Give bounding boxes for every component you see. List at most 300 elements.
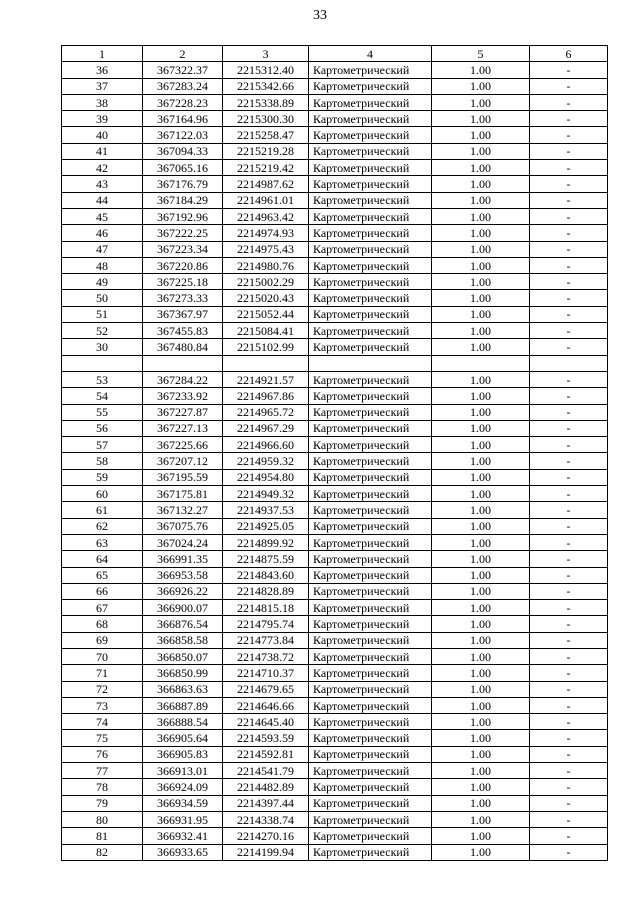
table-row [62, 828, 608, 844]
accuracy-cell: 1.00 [432, 714, 530, 730]
point-number-cell: 45 [62, 208, 143, 224]
note-cell: - [530, 746, 608, 762]
table-row [62, 583, 608, 599]
y-coordinate-cell: 2214710.37 [223, 665, 309, 681]
point-number-cell [62, 355, 143, 371]
column-header-4: 4 [309, 46, 432, 62]
table-row [62, 502, 608, 518]
x-coordinate-cell: 366858.58 [143, 632, 223, 648]
x-coordinate-cell: 367480.84 [143, 339, 223, 355]
method-cell: Картометрический [309, 111, 432, 127]
y-coordinate-cell: 2215338.89 [223, 94, 309, 110]
x-coordinate-cell: 366863.63 [143, 681, 223, 697]
method-cell: Картометрический [309, 241, 432, 257]
x-coordinate-cell: 367164.96 [143, 111, 223, 127]
accuracy-cell: 1.00 [432, 290, 530, 306]
x-coordinate-cell: 367195.59 [143, 469, 223, 485]
y-coordinate-cell: 2215258.47 [223, 127, 309, 143]
table-row [62, 208, 608, 224]
point-number-cell: 47 [62, 241, 143, 257]
method-cell: Картометрический [309, 192, 432, 208]
x-coordinate-cell [143, 355, 223, 371]
table-row [62, 62, 608, 78]
table-row [62, 779, 608, 795]
table-row [62, 844, 608, 860]
accuracy-cell: 1.00 [432, 600, 530, 616]
point-number-cell: 62 [62, 518, 143, 534]
table-row [62, 290, 608, 306]
method-cell: Картометрический [309, 779, 432, 795]
point-number-cell: 44 [62, 192, 143, 208]
table-row [62, 94, 608, 110]
x-coordinate-cell: 366887.89 [143, 697, 223, 713]
method-cell: Картометрический [309, 697, 432, 713]
x-coordinate-cell: 367223.34 [143, 241, 223, 257]
x-coordinate-cell: 367207.12 [143, 453, 223, 469]
note-cell: - [530, 241, 608, 257]
note-cell: - [530, 176, 608, 192]
note-cell: - [530, 257, 608, 273]
point-number-cell: 40 [62, 127, 143, 143]
table-row [62, 420, 608, 436]
note-cell: - [530, 828, 608, 844]
note-cell: - [530, 534, 608, 550]
accuracy-cell: 1.00 [432, 306, 530, 322]
accuracy-cell: 1.00 [432, 681, 530, 697]
method-cell: Картометрический [309, 290, 432, 306]
point-number-cell: 54 [62, 388, 143, 404]
point-number-cell: 49 [62, 274, 143, 290]
table-row [62, 551, 608, 567]
accuracy-cell: 1.00 [432, 274, 530, 290]
point-number-cell: 81 [62, 828, 143, 844]
point-number-cell: 64 [62, 551, 143, 567]
y-coordinate-cell: 2215312.40 [223, 62, 309, 78]
y-coordinate-cell: 2215342.66 [223, 78, 309, 94]
note-cell: - [530, 306, 608, 322]
y-coordinate-cell: 2215219.28 [223, 143, 309, 159]
accuracy-cell: 1.00 [432, 62, 530, 78]
method-cell: Картометрический [309, 551, 432, 567]
table-row [62, 323, 608, 339]
column-header-5: 5 [432, 46, 530, 62]
method-cell: Картометрический [309, 78, 432, 94]
table-row [62, 811, 608, 827]
table-row [62, 730, 608, 746]
y-coordinate-cell: 2214199.94 [223, 844, 309, 860]
accuracy-cell: 1.00 [432, 632, 530, 648]
note-cell: - [530, 225, 608, 241]
y-coordinate-cell: 2214815.18 [223, 600, 309, 616]
point-number-cell: 76 [62, 746, 143, 762]
y-coordinate-cell: 2214937.53 [223, 502, 309, 518]
y-coordinate-cell: 2214592.81 [223, 746, 309, 762]
coordinates-table [61, 45, 608, 861]
x-coordinate-cell: 367192.96 [143, 208, 223, 224]
y-coordinate-cell: 2214965.72 [223, 404, 309, 420]
table-row [62, 453, 608, 469]
note-cell: - [530, 502, 608, 518]
accuracy-cell: 1.00 [432, 225, 530, 241]
point-number-cell: 36 [62, 62, 143, 78]
method-cell: Картометрический [309, 323, 432, 339]
point-number-cell: 77 [62, 763, 143, 779]
method-cell: Картометрический [309, 518, 432, 534]
note-cell: - [530, 62, 608, 78]
y-coordinate-cell: 2215102.99 [223, 339, 309, 355]
x-coordinate-cell: 367455.83 [143, 323, 223, 339]
note-cell: - [530, 518, 608, 534]
point-number-cell: 70 [62, 648, 143, 664]
accuracy-cell: 1.00 [432, 697, 530, 713]
note-cell: - [530, 111, 608, 127]
table-row [62, 534, 608, 550]
accuracy-cell: 1.00 [432, 844, 530, 860]
table-row [62, 192, 608, 208]
y-coordinate-cell: 2214980.76 [223, 257, 309, 273]
point-number-cell: 75 [62, 730, 143, 746]
y-coordinate-cell: 2214966.60 [223, 437, 309, 453]
point-number-cell: 51 [62, 306, 143, 322]
accuracy-cell: 1.00 [432, 518, 530, 534]
note-cell: - [530, 567, 608, 583]
accuracy-cell: 1.00 [432, 127, 530, 143]
accuracy-cell: 1.00 [432, 551, 530, 567]
point-number-cell: 61 [62, 502, 143, 518]
note-cell: - [530, 404, 608, 420]
point-number-cell: 82 [62, 844, 143, 860]
accuracy-cell [432, 355, 530, 371]
note-cell: - [530, 420, 608, 436]
method-cell: Картометрический [309, 437, 432, 453]
y-coordinate-cell: 2214949.32 [223, 486, 309, 502]
x-coordinate-cell: 367284.22 [143, 371, 223, 387]
point-number-cell: 39 [62, 111, 143, 127]
y-coordinate-cell: 2214338.74 [223, 811, 309, 827]
table-row [62, 339, 608, 355]
table-row [62, 469, 608, 485]
table-row [62, 160, 608, 176]
y-coordinate-cell: 2214875.59 [223, 551, 309, 567]
y-coordinate-cell: 2214921.57 [223, 371, 309, 387]
table-row [62, 241, 608, 257]
note-cell: - [530, 290, 608, 306]
table-row [62, 714, 608, 730]
method-cell: Картометрический [309, 795, 432, 811]
method-cell: Картометрический [309, 616, 432, 632]
note-cell: - [530, 795, 608, 811]
note-cell: - [530, 616, 608, 632]
accuracy-cell: 1.00 [432, 404, 530, 420]
table-row [62, 437, 608, 453]
y-coordinate-cell: 2214270.16 [223, 828, 309, 844]
x-coordinate-cell: 366931.95 [143, 811, 223, 827]
method-cell [309, 355, 432, 371]
x-coordinate-cell: 367184.29 [143, 192, 223, 208]
y-coordinate-cell: 2214541.79 [223, 763, 309, 779]
accuracy-cell: 1.00 [432, 665, 530, 681]
x-coordinate-cell: 366933.65 [143, 844, 223, 860]
table-row [62, 111, 608, 127]
note-cell: - [530, 127, 608, 143]
table-row [62, 486, 608, 502]
y-coordinate-cell: 2214795.74 [223, 616, 309, 632]
point-number-cell: 80 [62, 811, 143, 827]
y-coordinate-cell: 2214899.92 [223, 534, 309, 550]
method-cell: Картометрический [309, 502, 432, 518]
x-coordinate-cell: 367228.23 [143, 94, 223, 110]
table-row [62, 225, 608, 241]
point-number-cell: 52 [62, 323, 143, 339]
note-cell: - [530, 600, 608, 616]
note-cell: - [530, 697, 608, 713]
x-coordinate-cell: 367225.18 [143, 274, 223, 290]
y-coordinate-cell: 2214593.59 [223, 730, 309, 746]
table-row [62, 795, 608, 811]
y-coordinate-cell: 2215219.42 [223, 160, 309, 176]
y-coordinate-cell: 2214397.44 [223, 795, 309, 811]
y-coordinate-cell: 2214843.60 [223, 567, 309, 583]
x-coordinate-cell: 366932.41 [143, 828, 223, 844]
note-cell: - [530, 763, 608, 779]
y-coordinate-cell: 2214987.62 [223, 176, 309, 192]
point-number-cell: 69 [62, 632, 143, 648]
x-coordinate-cell: 366913.01 [143, 763, 223, 779]
x-coordinate-cell: 366850.99 [143, 665, 223, 681]
accuracy-cell: 1.00 [432, 111, 530, 127]
x-coordinate-cell: 367176.79 [143, 176, 223, 192]
point-number-cell: 66 [62, 583, 143, 599]
accuracy-cell: 1.00 [432, 502, 530, 518]
method-cell: Картометрический [309, 828, 432, 844]
x-coordinate-cell: 366888.54 [143, 714, 223, 730]
table-row [62, 274, 608, 290]
accuracy-cell: 1.00 [432, 811, 530, 827]
x-coordinate-cell: 367273.33 [143, 290, 223, 306]
x-coordinate-cell: 366953.58 [143, 567, 223, 583]
point-number-cell: 53 [62, 371, 143, 387]
y-coordinate-cell: 2214967.86 [223, 388, 309, 404]
accuracy-cell: 1.00 [432, 648, 530, 664]
table-row [62, 306, 608, 322]
point-number-cell: 55 [62, 404, 143, 420]
x-coordinate-cell: 367227.13 [143, 420, 223, 436]
method-cell: Картометрический [309, 600, 432, 616]
note-cell: - [530, 371, 608, 387]
note-cell: - [530, 551, 608, 567]
method-cell: Картометрический [309, 486, 432, 502]
y-coordinate-cell: 2214967.29 [223, 420, 309, 436]
point-number-cell: 71 [62, 665, 143, 681]
method-cell: Картометрический [309, 730, 432, 746]
accuracy-cell: 1.00 [432, 469, 530, 485]
accuracy-cell: 1.00 [432, 257, 530, 273]
column-header-3: 3 [223, 46, 309, 62]
y-coordinate-cell: 2214773.84 [223, 632, 309, 648]
y-coordinate-cell: 2214959.32 [223, 453, 309, 469]
method-cell: Картометрический [309, 388, 432, 404]
accuracy-cell: 1.00 [432, 143, 530, 159]
column-header-6: 6 [530, 46, 608, 62]
point-number-cell: 57 [62, 437, 143, 453]
accuracy-cell: 1.00 [432, 486, 530, 502]
point-number-cell: 68 [62, 616, 143, 632]
table-row [62, 257, 608, 273]
method-cell: Картометрический [309, 567, 432, 583]
y-coordinate-cell: 2214828.89 [223, 583, 309, 599]
table-row [62, 518, 608, 534]
x-coordinate-cell: 367075.76 [143, 518, 223, 534]
accuracy-cell: 1.00 [432, 388, 530, 404]
accuracy-cell: 1.00 [432, 160, 530, 176]
note-cell: - [530, 486, 608, 502]
method-cell: Картометрический [309, 225, 432, 241]
x-coordinate-cell: 367367.97 [143, 306, 223, 322]
point-number-cell: 60 [62, 486, 143, 502]
point-number-cell: 48 [62, 257, 143, 273]
x-coordinate-cell: 367220.86 [143, 257, 223, 273]
accuracy-cell: 1.00 [432, 583, 530, 599]
y-coordinate-cell: 2215020.43 [223, 290, 309, 306]
x-coordinate-cell: 366900.07 [143, 600, 223, 616]
table-row [62, 404, 608, 420]
note-cell: - [530, 632, 608, 648]
accuracy-cell: 1.00 [432, 779, 530, 795]
x-coordinate-cell: 367065.16 [143, 160, 223, 176]
point-number-cell: 79 [62, 795, 143, 811]
column-header-1: 1 [62, 46, 143, 62]
x-coordinate-cell: 366934.59 [143, 795, 223, 811]
note-cell: - [530, 714, 608, 730]
method-cell: Картометрический [309, 746, 432, 762]
point-number-cell: 67 [62, 600, 143, 616]
method-cell: Картометрический [309, 420, 432, 436]
point-number-cell: 37 [62, 78, 143, 94]
method-cell: Картометрический [309, 665, 432, 681]
point-number-cell: 65 [62, 567, 143, 583]
y-coordinate-cell: 2214925.05 [223, 518, 309, 534]
note-cell: - [530, 665, 608, 681]
accuracy-cell: 1.00 [432, 828, 530, 844]
accuracy-cell: 1.00 [432, 339, 530, 355]
table-spacer-row [62, 355, 608, 371]
y-coordinate-cell: 2215300.30 [223, 111, 309, 127]
column-header-2: 2 [143, 46, 223, 62]
note-cell: - [530, 730, 608, 746]
point-number-cell: 58 [62, 453, 143, 469]
method-cell: Картометрический [309, 306, 432, 322]
point-number-cell: 73 [62, 697, 143, 713]
accuracy-cell: 1.00 [432, 94, 530, 110]
method-cell: Картометрический [309, 257, 432, 273]
accuracy-cell: 1.00 [432, 453, 530, 469]
accuracy-cell: 1.00 [432, 534, 530, 550]
table-row [62, 746, 608, 762]
accuracy-cell: 1.00 [432, 208, 530, 224]
method-cell: Картометрический [309, 160, 432, 176]
note-cell: - [530, 437, 608, 453]
note-cell: - [530, 811, 608, 827]
page-number: 33 [313, 8, 327, 23]
note-cell: - [530, 160, 608, 176]
note-cell: - [530, 143, 608, 159]
accuracy-cell: 1.00 [432, 437, 530, 453]
note-cell: - [530, 208, 608, 224]
x-coordinate-cell: 367222.25 [143, 225, 223, 241]
y-coordinate-cell: 2214738.72 [223, 648, 309, 664]
method-cell: Картометрический [309, 143, 432, 159]
table-row [62, 632, 608, 648]
point-number-cell: 78 [62, 779, 143, 795]
x-coordinate-cell: 366905.83 [143, 746, 223, 762]
point-number-cell: 63 [62, 534, 143, 550]
point-number-cell: 72 [62, 681, 143, 697]
method-cell: Картометрический [309, 62, 432, 78]
y-coordinate-cell: 2214974.93 [223, 225, 309, 241]
point-number-cell: 74 [62, 714, 143, 730]
table-row [62, 600, 608, 616]
table-row [62, 648, 608, 664]
method-cell: Картометрический [309, 404, 432, 420]
accuracy-cell: 1.00 [432, 567, 530, 583]
table-row [62, 143, 608, 159]
table-row [62, 665, 608, 681]
note-cell: - [530, 453, 608, 469]
y-coordinate-cell: 2215084.41 [223, 323, 309, 339]
y-coordinate-cell: 2215052.44 [223, 306, 309, 322]
method-cell: Картометрический [309, 763, 432, 779]
y-coordinate-cell: 2214482.89 [223, 779, 309, 795]
point-number-cell: 41 [62, 143, 143, 159]
accuracy-cell: 1.00 [432, 763, 530, 779]
x-coordinate-cell: 366926.22 [143, 583, 223, 599]
method-cell: Картометрический [309, 176, 432, 192]
method-cell: Картометрический [309, 208, 432, 224]
point-number-cell: 43 [62, 176, 143, 192]
accuracy-cell: 1.00 [432, 176, 530, 192]
note-cell: - [530, 388, 608, 404]
x-coordinate-cell: 367233.92 [143, 388, 223, 404]
table-row [62, 127, 608, 143]
method-cell: Картометрический [309, 648, 432, 664]
method-cell: Картометрический [309, 469, 432, 485]
method-cell: Картометрический [309, 274, 432, 290]
table-row [62, 763, 608, 779]
x-coordinate-cell: 367132.27 [143, 502, 223, 518]
table-row [62, 697, 608, 713]
method-cell: Картометрический [309, 339, 432, 355]
method-cell: Картометрический [309, 681, 432, 697]
note-cell: - [530, 323, 608, 339]
note-cell: - [530, 192, 608, 208]
x-coordinate-cell: 367322.37 [143, 62, 223, 78]
accuracy-cell: 1.00 [432, 241, 530, 257]
note-cell: - [530, 844, 608, 860]
method-cell: Картометрический [309, 127, 432, 143]
note-cell: - [530, 469, 608, 485]
y-coordinate-cell: 2214645.40 [223, 714, 309, 730]
y-coordinate-cell: 2214954.80 [223, 469, 309, 485]
accuracy-cell: 1.00 [432, 746, 530, 762]
note-cell: - [530, 274, 608, 290]
accuracy-cell: 1.00 [432, 616, 530, 632]
table-row [62, 388, 608, 404]
x-coordinate-cell: 367283.24 [143, 78, 223, 94]
table-header-row [62, 46, 608, 62]
table-row [62, 78, 608, 94]
y-coordinate-cell: 2214646.66 [223, 697, 309, 713]
table-row [62, 681, 608, 697]
